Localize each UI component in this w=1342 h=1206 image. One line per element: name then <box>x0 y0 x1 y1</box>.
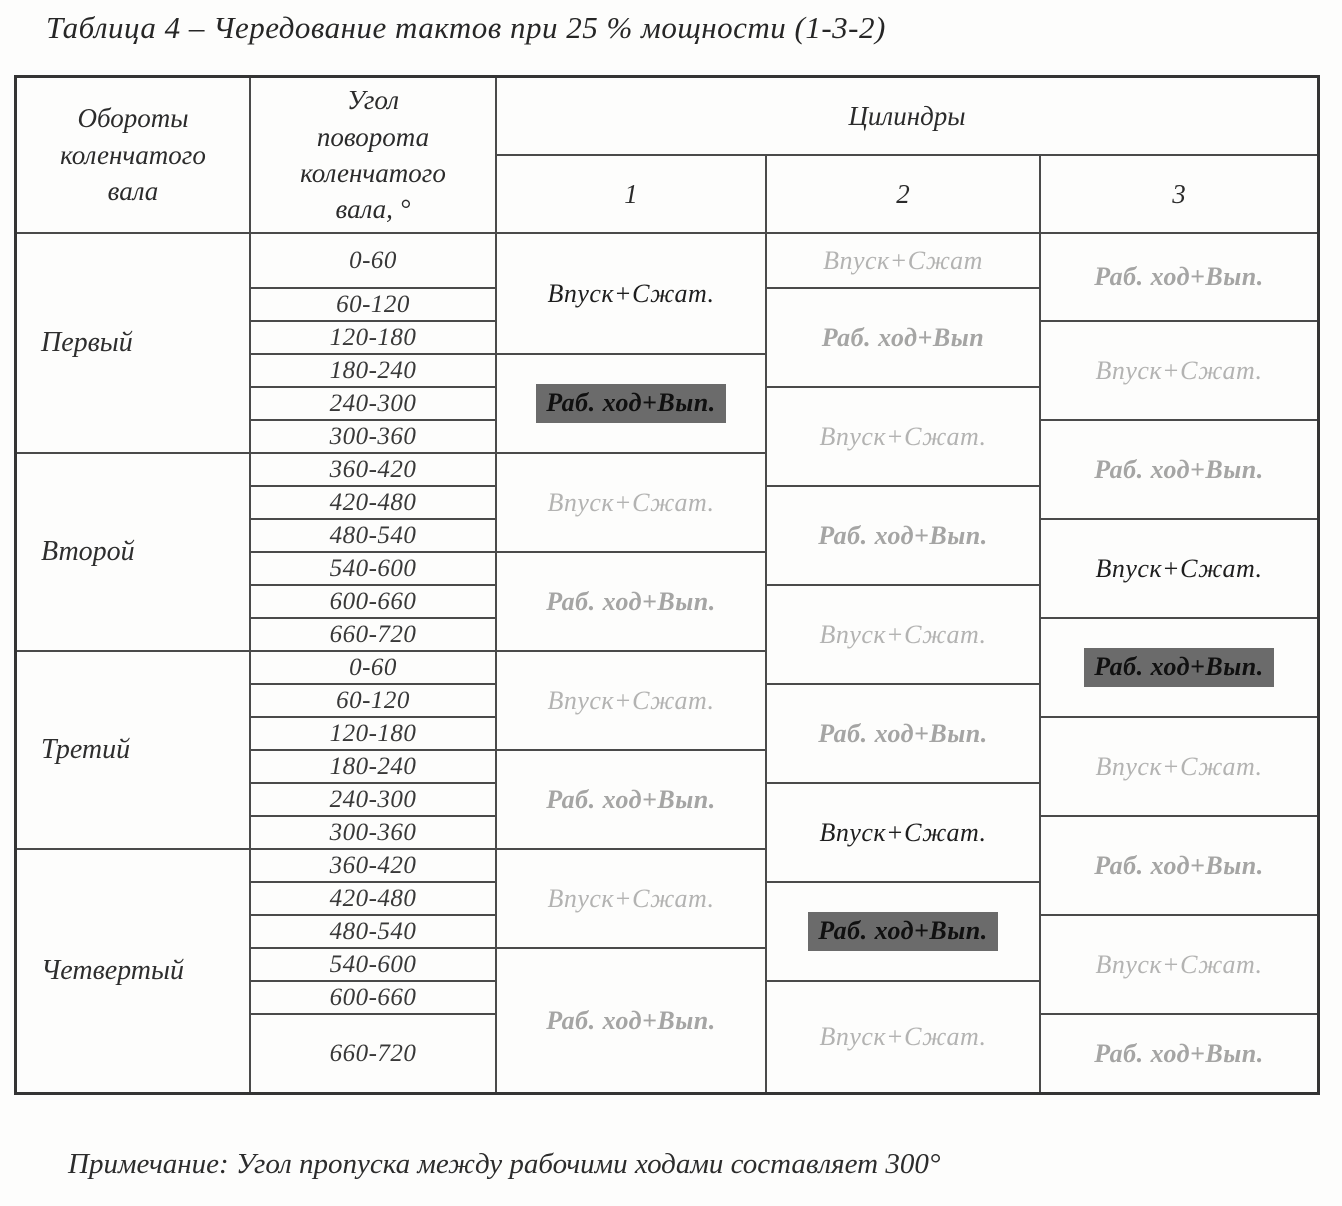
table-title: Таблица 4 – Чередование тактов при 25 % мощности (1-3-2) <box>46 10 886 45</box>
highlight-box: Раб. ход+Вып. <box>808 912 997 951</box>
revolution-label: Второй <box>17 454 249 650</box>
cyl2-stroke-cell-power-highlight <box>767 883 1039 980</box>
header-revolutions-line: коленчатого <box>60 139 206 170</box>
header-revolutions-line: Обороты <box>77 103 189 134</box>
header-angle <box>251 78 495 232</box>
angle-range: 360-420 <box>251 454 495 485</box>
angle-range: 120-180 <box>251 322 495 353</box>
header-revolutions <box>17 78 249 232</box>
cyl1-stroke-cell: Раб. ход+Вып. <box>497 949 765 1092</box>
angle-range: 600-660 <box>251 982 495 1013</box>
stroke-alternation-table <box>14 75 1320 1095</box>
header-cylinder-1: 1 <box>497 156 765 232</box>
angle-range: 480-540 <box>251 520 495 551</box>
angle-range: 420-480 <box>251 487 495 518</box>
angle-range: 60-120 <box>251 685 495 716</box>
cyl1-stroke-cell: Впуск+Сжат. <box>497 652 765 749</box>
header-angle-line: коленчатого <box>300 158 446 188</box>
cyl2-stroke-cell: Раб. ход+Вып. <box>767 685 1039 782</box>
cyl1-stroke-cell: Раб. ход+Вып. <box>497 751 765 848</box>
cyl2-stroke-cell: Раб. ход+Вып <box>767 289 1039 386</box>
angle-range: 420-480 <box>251 883 495 914</box>
angle-range: 60-120 <box>251 289 495 320</box>
header-cylinder-2: 2 <box>767 156 1039 232</box>
header-cylinder-3: 3 <box>1041 156 1317 232</box>
cyl3-stroke-cell: Впуск+Сжат. <box>1041 916 1317 1013</box>
angle-range: 240-300 <box>251 784 495 815</box>
revolution-label: Третий <box>17 652 249 848</box>
cyl3-stroke-cell: Впуск+Сжат. <box>1041 322 1317 419</box>
cyl1-stroke-cell: Впуск+Сжат. <box>497 234 765 353</box>
cyl2-stroke-cell: Впуск+Сжат <box>767 234 1039 287</box>
cyl2-stroke-cell: Впуск+Сжат. <box>767 388 1039 485</box>
cyl1-stroke-cell-power-highlight <box>497 355 765 452</box>
angle-range: 660-720 <box>251 1015 495 1092</box>
header-cylinders: Цилиндры <box>497 78 1317 154</box>
angle-range: 180-240 <box>251 355 495 386</box>
angle-range: 0-60 <box>251 234 495 287</box>
angle-range: 540-600 <box>251 949 495 980</box>
angle-range: 600-660 <box>251 586 495 617</box>
angle-range: 300-360 <box>251 817 495 848</box>
cyl3-stroke-cell-power-highlight <box>1041 619 1317 716</box>
highlight-box: Раб. ход+Вып. <box>1084 648 1273 687</box>
header-angle-line: Угол <box>347 85 399 116</box>
angle-range: 660-720 <box>251 619 495 650</box>
cyl3-stroke-cell: Раб. ход+Вып. <box>1041 421 1317 518</box>
cyl3-stroke-cell: Раб. ход+Вып. <box>1041 817 1317 914</box>
angle-range: 180-240 <box>251 751 495 782</box>
angle-range: 360-420 <box>251 850 495 881</box>
angle-range: 300-360 <box>251 421 495 452</box>
cyl3-stroke-cell: Впуск+Сжат. <box>1041 718 1317 815</box>
header-revolutions-line: вала <box>107 176 159 207</box>
angle-range: 120-180 <box>251 718 495 749</box>
cyl2-stroke-cell: Раб. ход+Вып. <box>767 487 1039 584</box>
table-footnote: Примечание: Угол пропуска между рабочими ходами составляет 300° <box>68 1148 941 1180</box>
angle-range: 240-300 <box>251 388 495 419</box>
angle-range: 0-60 <box>251 652 495 683</box>
cyl3-stroke-cell: Впуск+Сжат. <box>1041 520 1317 617</box>
cyl1-stroke-cell: Раб. ход+Вып. <box>497 553 765 650</box>
cyl3-stroke-cell: Раб. ход+Вып. <box>1041 1015 1317 1092</box>
cyl2-stroke-cell: Впуск+Сжат. <box>767 982 1039 1092</box>
cyl3-stroke-cell: Раб. ход+Вып. <box>1041 234 1317 320</box>
angle-range: 540-600 <box>251 553 495 584</box>
header-angle-line: поворота <box>316 121 430 152</box>
header-angle-line: вала, ° <box>335 194 411 225</box>
cyl1-stroke-cell: Впуск+Сжат. <box>497 454 765 551</box>
cyl1-stroke-cell: Впуск+Сжат. <box>497 850 765 947</box>
angle-range: 480-540 <box>251 916 495 947</box>
highlight-box: Раб. ход+Вып. <box>536 384 725 423</box>
revolution-label: Четвертый <box>17 850 249 1092</box>
cyl2-stroke-cell: Впуск+Сжат. <box>767 784 1039 881</box>
revolution-label: Первый <box>17 234 249 452</box>
cyl2-stroke-cell: Впуск+Сжат. <box>767 586 1039 683</box>
